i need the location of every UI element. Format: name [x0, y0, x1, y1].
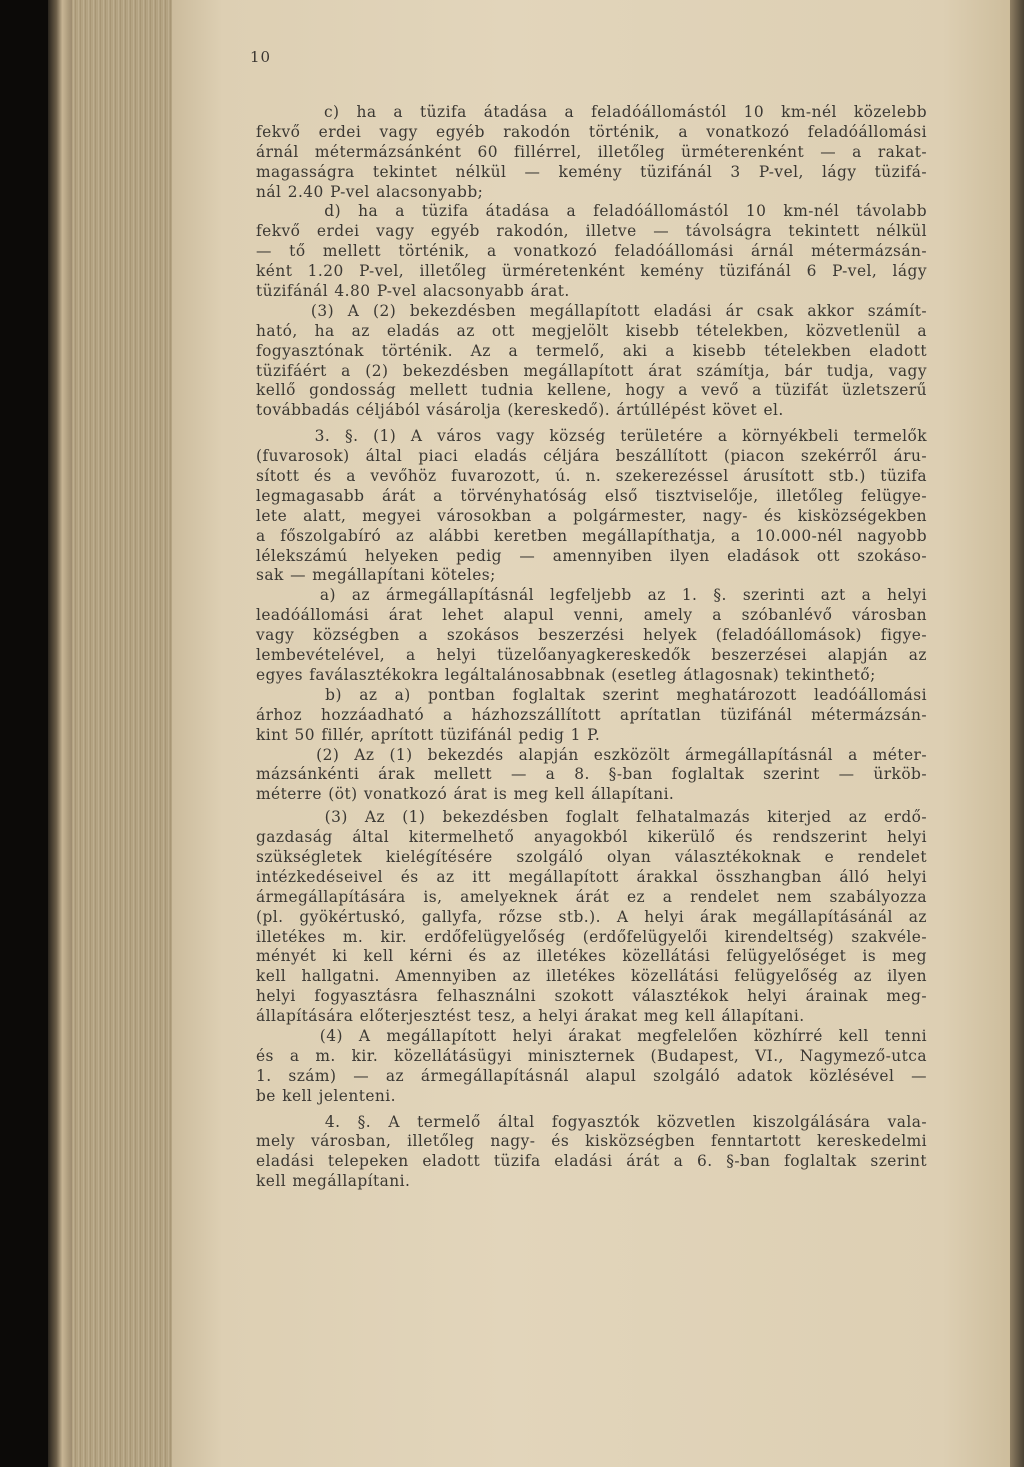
- text-line: a) az ármegállapításnál legfeljebb az 1. §. szerinti azt a helyi: [256, 586, 927, 605]
- text-line: a főszolgabíró az alábbi keretben megállapíthatja, a 10.000-nél nagyobb: [256, 526, 927, 545]
- text-line: ármegállapítására is, amelyeknek árát ez a rendelet nem szabályozza: [256, 887, 927, 906]
- text-line: fogyasztónak történik. Az a termelő, aki a kisebb tételekben eladott: [256, 341, 927, 360]
- page-right-shadow: [1010, 0, 1024, 1467]
- text-line: ható, ha az eladás az ott megjelölt kisebb tételekben, közvetlenül a: [256, 321, 927, 340]
- text-line: kellő gondosság mellett tudnia kellene, hogy a vevő a tüzifát üzletszerű: [256, 381, 927, 400]
- paragraph-2d: [256, 202, 927, 301]
- text-line: sított és a vevőhöz fuvarozott, ú. n. szekerezéssel árusított stb.) tüzifa: [256, 467, 927, 486]
- text-line: mázsánkénti árak mellett — a 8. §-ban foglaltak szerint — ürköb-: [256, 765, 927, 784]
- text-line: (2) Az (1) bekezdés alapján eszközölt ármegállapításnál a méter-: [256, 745, 927, 764]
- text-line: vagy községben a szokásos beszerzési helyek (feladóállomások) figye-: [256, 626, 927, 645]
- text-line: gazdaság által kitermelhető anyagokból kikerülő és rendszerint helyi: [256, 828, 927, 847]
- text-line: egyes faválasztékokra legáltalánosabbnak (esetleg átlagosnak) tekinthető;: [256, 665, 876, 684]
- text-line: 4. §. A termelő által fogyasztók közvetlen kiszolgálására vala-: [256, 1112, 927, 1131]
- paragraph-3-1: [256, 427, 927, 586]
- text-line: magasságra tekintet nélkül — kemény tüzifánál 3 P-vel, lágy tüzifá-: [256, 162, 927, 181]
- text-line: (fuvarosok) által piaci eladás céljára beszállított (piacon szekérről áru-: [256, 447, 927, 466]
- text-line: eladási telepeken eladott tüzifa eladási árát a 6. §-ban foglaltak szerint: [256, 1152, 927, 1171]
- paragraph-3-2: [256, 746, 927, 806]
- paragraph-4: [256, 1113, 927, 1193]
- page-stack-edge: [72, 0, 182, 1467]
- text-line: szükségletek kielégítésére szolgáló olyan választékoknak e rendelet: [256, 847, 927, 866]
- text-line: intézkedéseivel és az itt megállapított árakkal összhangban álló helyi: [256, 867, 927, 886]
- paragraph-3-1a: [256, 586, 927, 685]
- text-line: helyi fogyasztásra felhasználni szokott választékok helyi árainak meg-: [256, 987, 927, 1006]
- text-line: állapítására előterjesztést tesz, a helyi árakat meg kell állapítani.: [256, 1007, 805, 1026]
- text-line: kint 50 fillér, aprított tüzifánál pedig 1 P.: [256, 725, 601, 744]
- text-line: kell megállapítani.: [256, 1172, 411, 1191]
- text-line: kell hallgatni. Amennyiben az illetékes közellátási felügyelőség az ilyen: [256, 967, 927, 986]
- text-line: tüzifáért a (2) bekezdésben megállapított árat számítja, bár tudja, vagy: [256, 361, 927, 380]
- text-line: fekvő erdei vagy egyéb rakodón, illetve — távolságra tekintett nélkül: [256, 222, 927, 241]
- text-line: lete alatt, megyei városokban a polgármester, nagy- és kisközségekben: [256, 506, 927, 525]
- text-line: b) az a) pontban foglaltak szerint meghatározott leadóállomási: [256, 685, 927, 704]
- text-line: 3. §. (1) A város vagy község területére a környékbeli termelők: [256, 427, 927, 446]
- text-line: be kell jelenteni.: [256, 1086, 396, 1105]
- text-line: árhoz hozzáadható a házhozszállított aprítatlan tüzifánál métermázsán-: [256, 705, 927, 724]
- text-line: (3) Az (1) bekezdésben foglalt felhatalmazás kiterjed az erdő-: [256, 808, 927, 827]
- text-line: c) ha a tüzifa átadása a feladóállomástól 10 km-nél közelebb: [256, 103, 927, 121]
- text-line: (pl. gyökértuskó, gallyfa, rőzse stb.). A helyi árak megállapításánál az: [256, 907, 927, 926]
- text-line: sak — megállapítani köteles;: [256, 566, 496, 585]
- paragraph-3-1b: [256, 686, 927, 746]
- paragraph-3-4: [256, 1027, 927, 1107]
- text-line: tüzifánál 4.80 P-vel alacsonyabb árat.: [256, 282, 570, 301]
- text-line: d) ha a tüzifa átadása a feladóállomástól 10 km-nél távolabb: [256, 202, 927, 221]
- text-line: és a m. kir. közellátásügyi miniszternek (Budapest, VI., Nagymező-utca: [256, 1046, 927, 1065]
- text-line: mely városban, illetőleg nagy- és kisközségben fenntartott kereskedelmi: [256, 1132, 927, 1151]
- text-line: ként 1.20 P-vel, illetőleg ürméretenként kemény tüzifánál 6 P-vel, lágy: [256, 262, 927, 281]
- text-line: fekvő erdei vagy egyéb rakodón történik, a vonatkozó feladóállomási: [256, 122, 927, 141]
- text-line: lélekszámú helyeken pedig — amennyiben ilyen eladások ott szokáso-: [256, 546, 927, 565]
- text-line: árnál métermázsánként 60 fillérrel, illetőleg ürméterenként — a rakat-: [256, 142, 927, 161]
- paragraph-2-3: [256, 302, 927, 421]
- paragraph-3-3: [256, 808, 927, 1027]
- page-number: 10: [250, 48, 272, 66]
- text-line: lembevételével, a helyi tüzelőanyagkereskedők beszerzései alapján az: [256, 646, 927, 665]
- text-line: nál 2.40 P-vel alacsonyabb;: [256, 182, 484, 201]
- body-text: [256, 103, 927, 1192]
- text-line: méterre (öt) vonatkozó árat is meg kell állapítani.: [256, 785, 675, 804]
- paragraph-2c: [256, 103, 927, 202]
- text-line: (4) A megállapított helyi árakat megfelelően közhírré kell tenni: [256, 1026, 927, 1045]
- text-line: — tő mellett történik, a vonatkozó feladóállomási árnál métermázsán-: [256, 242, 927, 261]
- book-spine-edge: [48, 0, 72, 1467]
- text-line: 1. szám) — az ármegállapításnál alapul szolgáló adatok közlésével —: [256, 1066, 927, 1085]
- text-line: leadóállomási árat lehet alapul venni, amely a szóbanlévő városban: [256, 606, 927, 625]
- text-line: ményét ki kell kérni és az illetékes közellátási felügyelőséget is meg: [256, 947, 927, 966]
- text-line: (3) A (2) bekezdésben megállapított eladási ár csak akkor számít-: [256, 301, 927, 320]
- text-line: illetékes m. kir. erdőfelügyelőség (erdőfelügyelői kirendeltség) szakvéle-: [256, 927, 927, 946]
- text-line: legmagasabb árát a törvényhatóság első tisztviselője, illetőleg felügye-: [256, 486, 927, 505]
- text-line: továbbadás céljából vásárolja (kereskedő). ártúllépést követ el.: [256, 401, 784, 420]
